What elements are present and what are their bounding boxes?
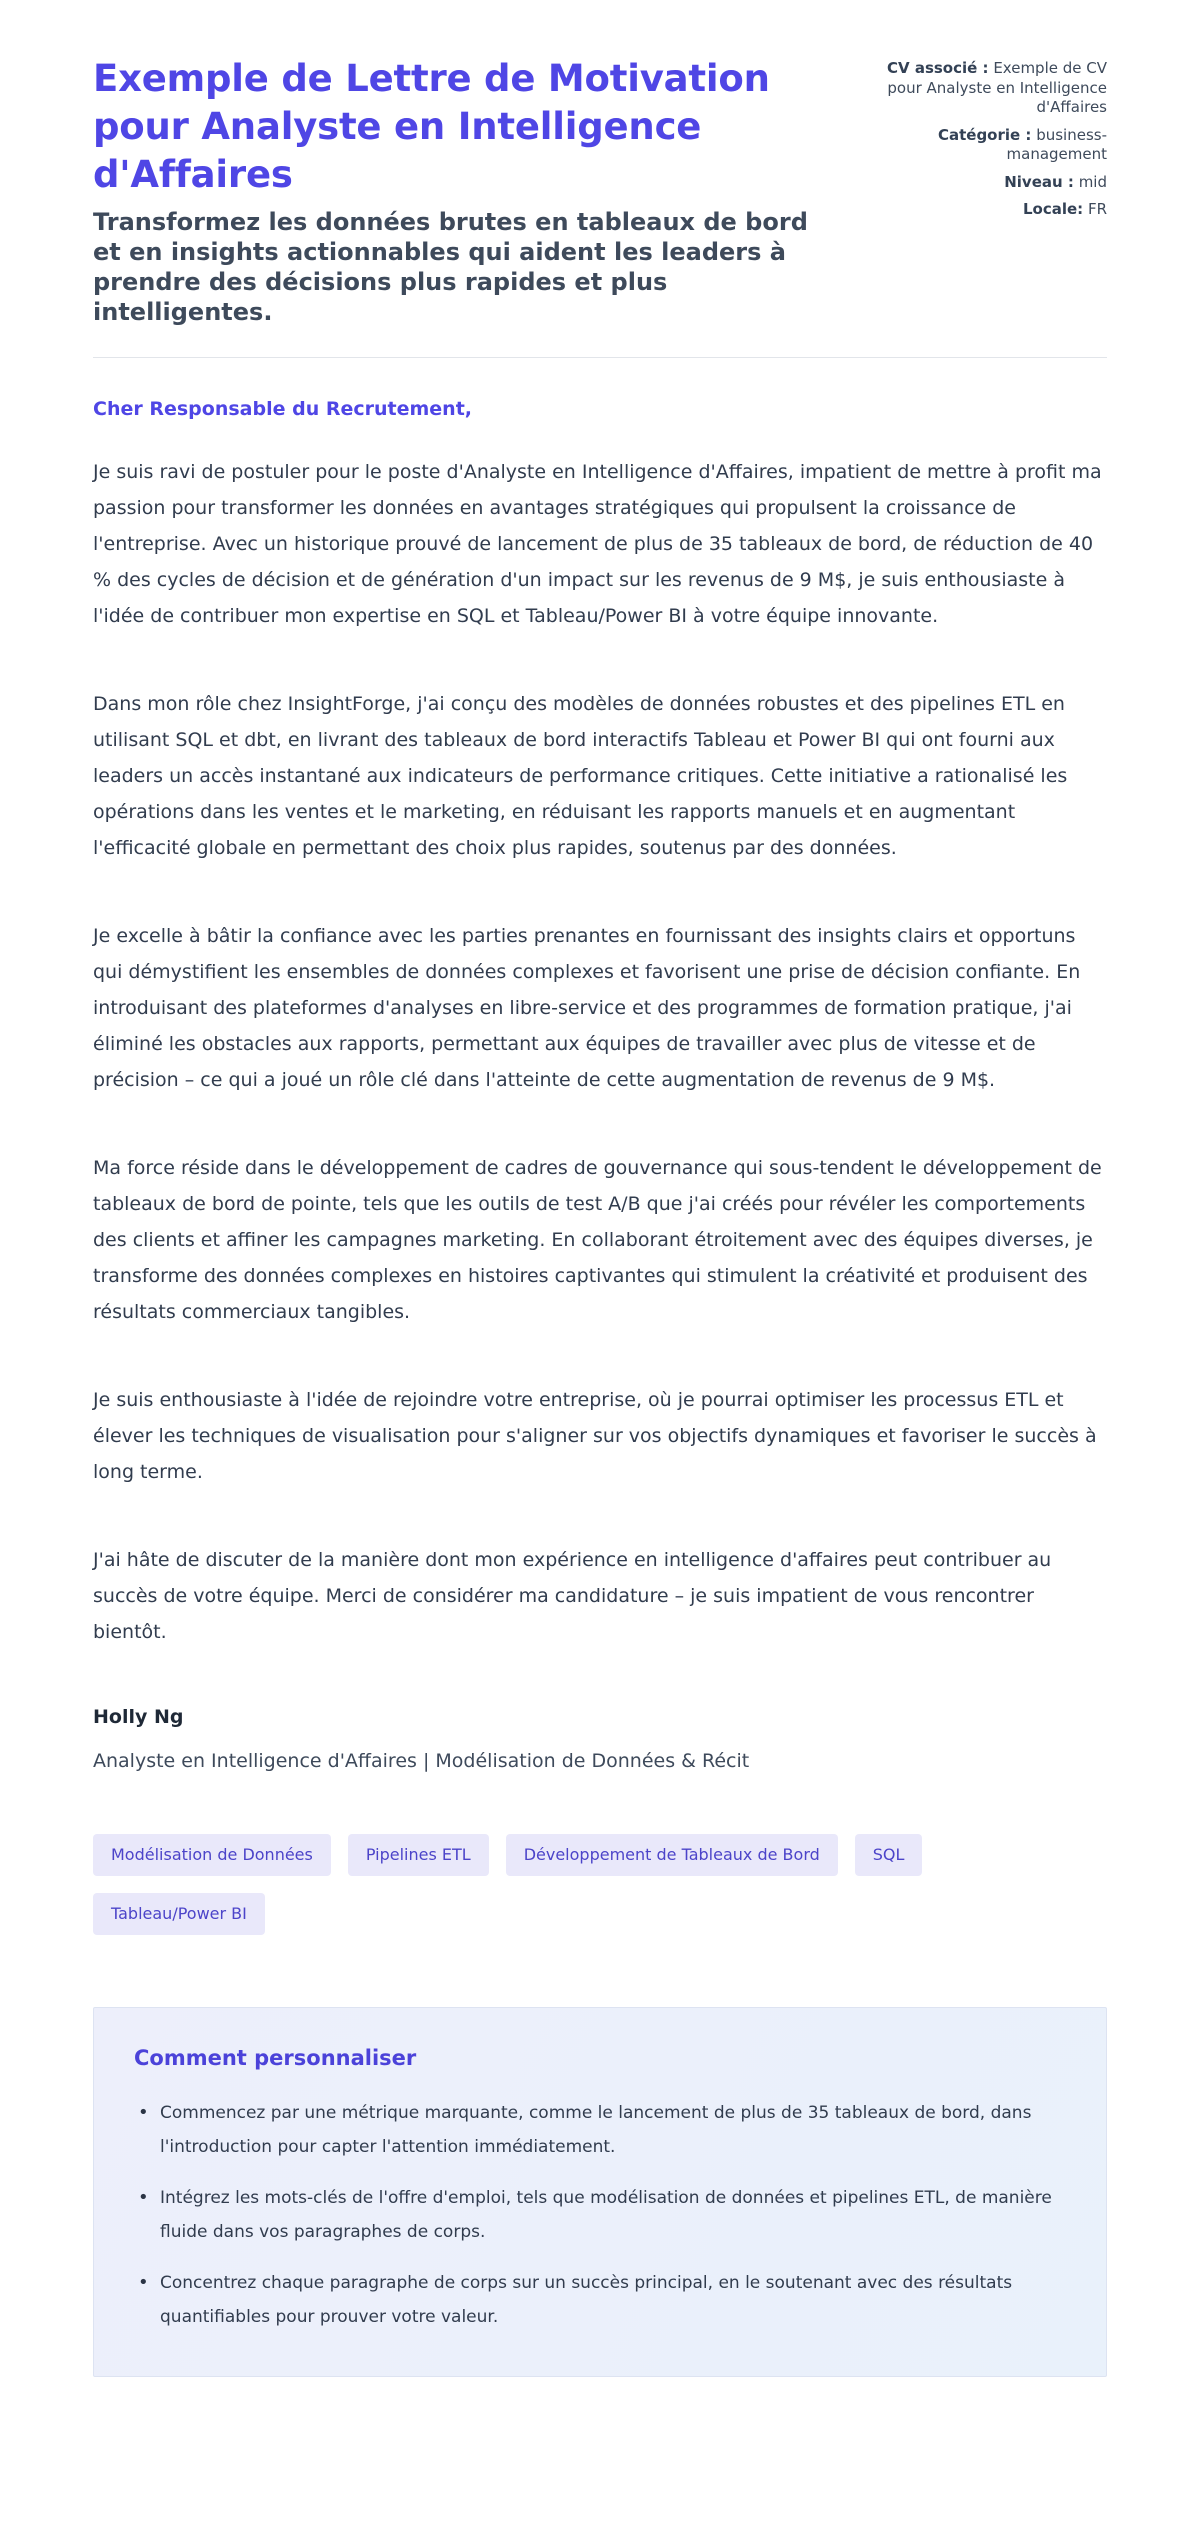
skill-tag: Pipelines ETL <box>348 1834 489 1876</box>
meta-label: Locale: <box>1022 200 1084 218</box>
tip-item: • Commencez par une métrique marquante, comme le lancement de plus de 35 tableaux de bord, dans l'introduction pour capter l'attention immédiatement. <box>134 2096 1066 2164</box>
meta-value: mid <box>1078 172 1107 191</box>
letter-paragraph: Ma force réside dans le développement de cadres de gouvernance qui sous-tendent le développement de tableaux de bord de pointe, tels que les outils de test A/B que j'ai créés pour révéler les comportements des clients et affiner les campagnes marketing. En collaborant étroitement avec des équipes diverses, je transforme des données complexes en histoires captivantes qui stimulent la créativité et produisent des résultats commerciaux tangibles. <box>93 1157 1102 1324</box>
meta-label: Niveau : <box>1004 172 1074 191</box>
tip-item: • Intégrez les mots-clés de l'offre d'emploi, tels que modélisation de données et pipelines ETL, de manière fluide dans vos paragraphes de corps. <box>134 2181 1066 2249</box>
header-titles <box>93 55 813 327</box>
letter-paragraph: Je suis enthousiaste à l'idée de rejoindre votre entreprise, où je pourrai optimiser les processus ETL et élever les techniques de visualisation pour s'aligner sur vos objectifs dynamiques et favoriser le succès à long terme. <box>93 1389 1097 1484</box>
meta-value: Exemple de CV pour Analyste en Intelligence d'Affaires <box>887 59 1107 116</box>
header-divider <box>93 357 1107 358</box>
tip-item: • Concentrez chaque paragraphe de corps sur un succès principal, en le soutenant avec des résultats quantifiables pour prouver votre valeur. <box>134 2266 1066 2334</box>
letter-paragraph: J'ai hâte de discuter de la manière dont mon expérience en intelligence d'affaires peut contribuer au succès de votre équipe. Merci de considérer ma candidature – je suis impatient de vous rencontrer bientôt. <box>93 1549 1052 1644</box>
skill-tag: Développement de Tableaux de Bord <box>506 1834 838 1876</box>
letter-paragraph: Je suis ravi de postuler pour le poste d'Analyste en Intelligence d'Affaires, impatient de mettre à profit ma passion pour transformer les données en avantages stratégiques qui propulsent la croissance de l'entreprise. Avec un historique prouvé de lancement de plus de 35 tableaux de bord, de réduction de 40 % des cycles de décision et de génération d'un impact sur les revenus de 9 M$, je suis enthousiaste à l'idée de contribuer mon expertise en SQL et Tableau/Power BI à votre équipe innovante. <box>93 461 1102 628</box>
skill-tag: SQL <box>855 1834 923 1876</box>
meta-label: CV associé : <box>886 59 989 77</box>
letter-paragraph: Dans mon rôle chez InsightForge, j'ai conçu des modèles de données robustes et des pipelines ETL en utilisant SQL et dbt, en livrant des tableaux de bord interactifs Tableau et Power BI qui ont fourni aux leaders un accès instantané aux indicateurs de performance critiques. Cette initiative a rationalisé les opérations dans les ventes et le marketing, en réduisant les rapports manuels et en augmentant l'efficacité globale en permettant des choix plus rapides, soutenus par des données. <box>93 693 1068 860</box>
meta-value: business-management <box>1006 125 1107 163</box>
tips-box <box>93 2007 1107 2377</box>
header <box>93 55 1107 327</box>
tips-heading: Comment personnaliser <box>134 2046 417 2071</box>
meta-panel <box>867 55 1107 228</box>
page-title: Exemple de Lettre de Motivation pour Analyste en Intelligence d'Affaires <box>93 57 770 197</box>
skill-tag: Modélisation de Données <box>93 1834 331 1876</box>
skill-tags-list <box>93 1834 1107 1935</box>
skill-tag: Tableau/Power BI <box>93 1893 265 1935</box>
meta-item-categorie <box>867 126 1107 165</box>
signature-name: Holly Ng <box>93 1706 184 1729</box>
tips-list <box>134 2096 1066 2334</box>
cover-letter <box>93 398 1107 2377</box>
meta-value: FR <box>1087 200 1107 218</box>
meta-label: Catégorie : <box>937 125 1032 144</box>
letter-greeting: Cher Responsable du Recrutement, <box>93 398 472 421</box>
meta-item-locale <box>867 200 1107 220</box>
signature-role: Analyste en Intelligence d'Affaires | Modélisation de Données & Récit <box>93 1750 750 1773</box>
page <box>93 0 1107 2407</box>
letter-paragraph: Je excelle à bâtir la confiance avec les parties prenantes en fournissant des insights clairs et opportuns qui démystifient les ensembles de données complexes et favorisent une prise de décision confiante. En introduisant des plateformes d'analyses en libre-service et des programmes de formation pratique, j'ai éliminé les obstacles aux rapports, permettant aux équipes de travailler avec plus de vitesse et de précision – ce qui a joué un rôle clé dans l'atteinte de cette augmentation de revenus de 9 M$. <box>93 925 1081 1092</box>
meta-item-cv <box>867 59 1107 118</box>
meta-item-niveau <box>867 173 1107 193</box>
page-subtitle: Transformez les données brutes en tableaux de bord et en insights actionnables qui aident les leaders à prendre des décisions plus rapides et plus intelligentes. <box>93 208 808 327</box>
